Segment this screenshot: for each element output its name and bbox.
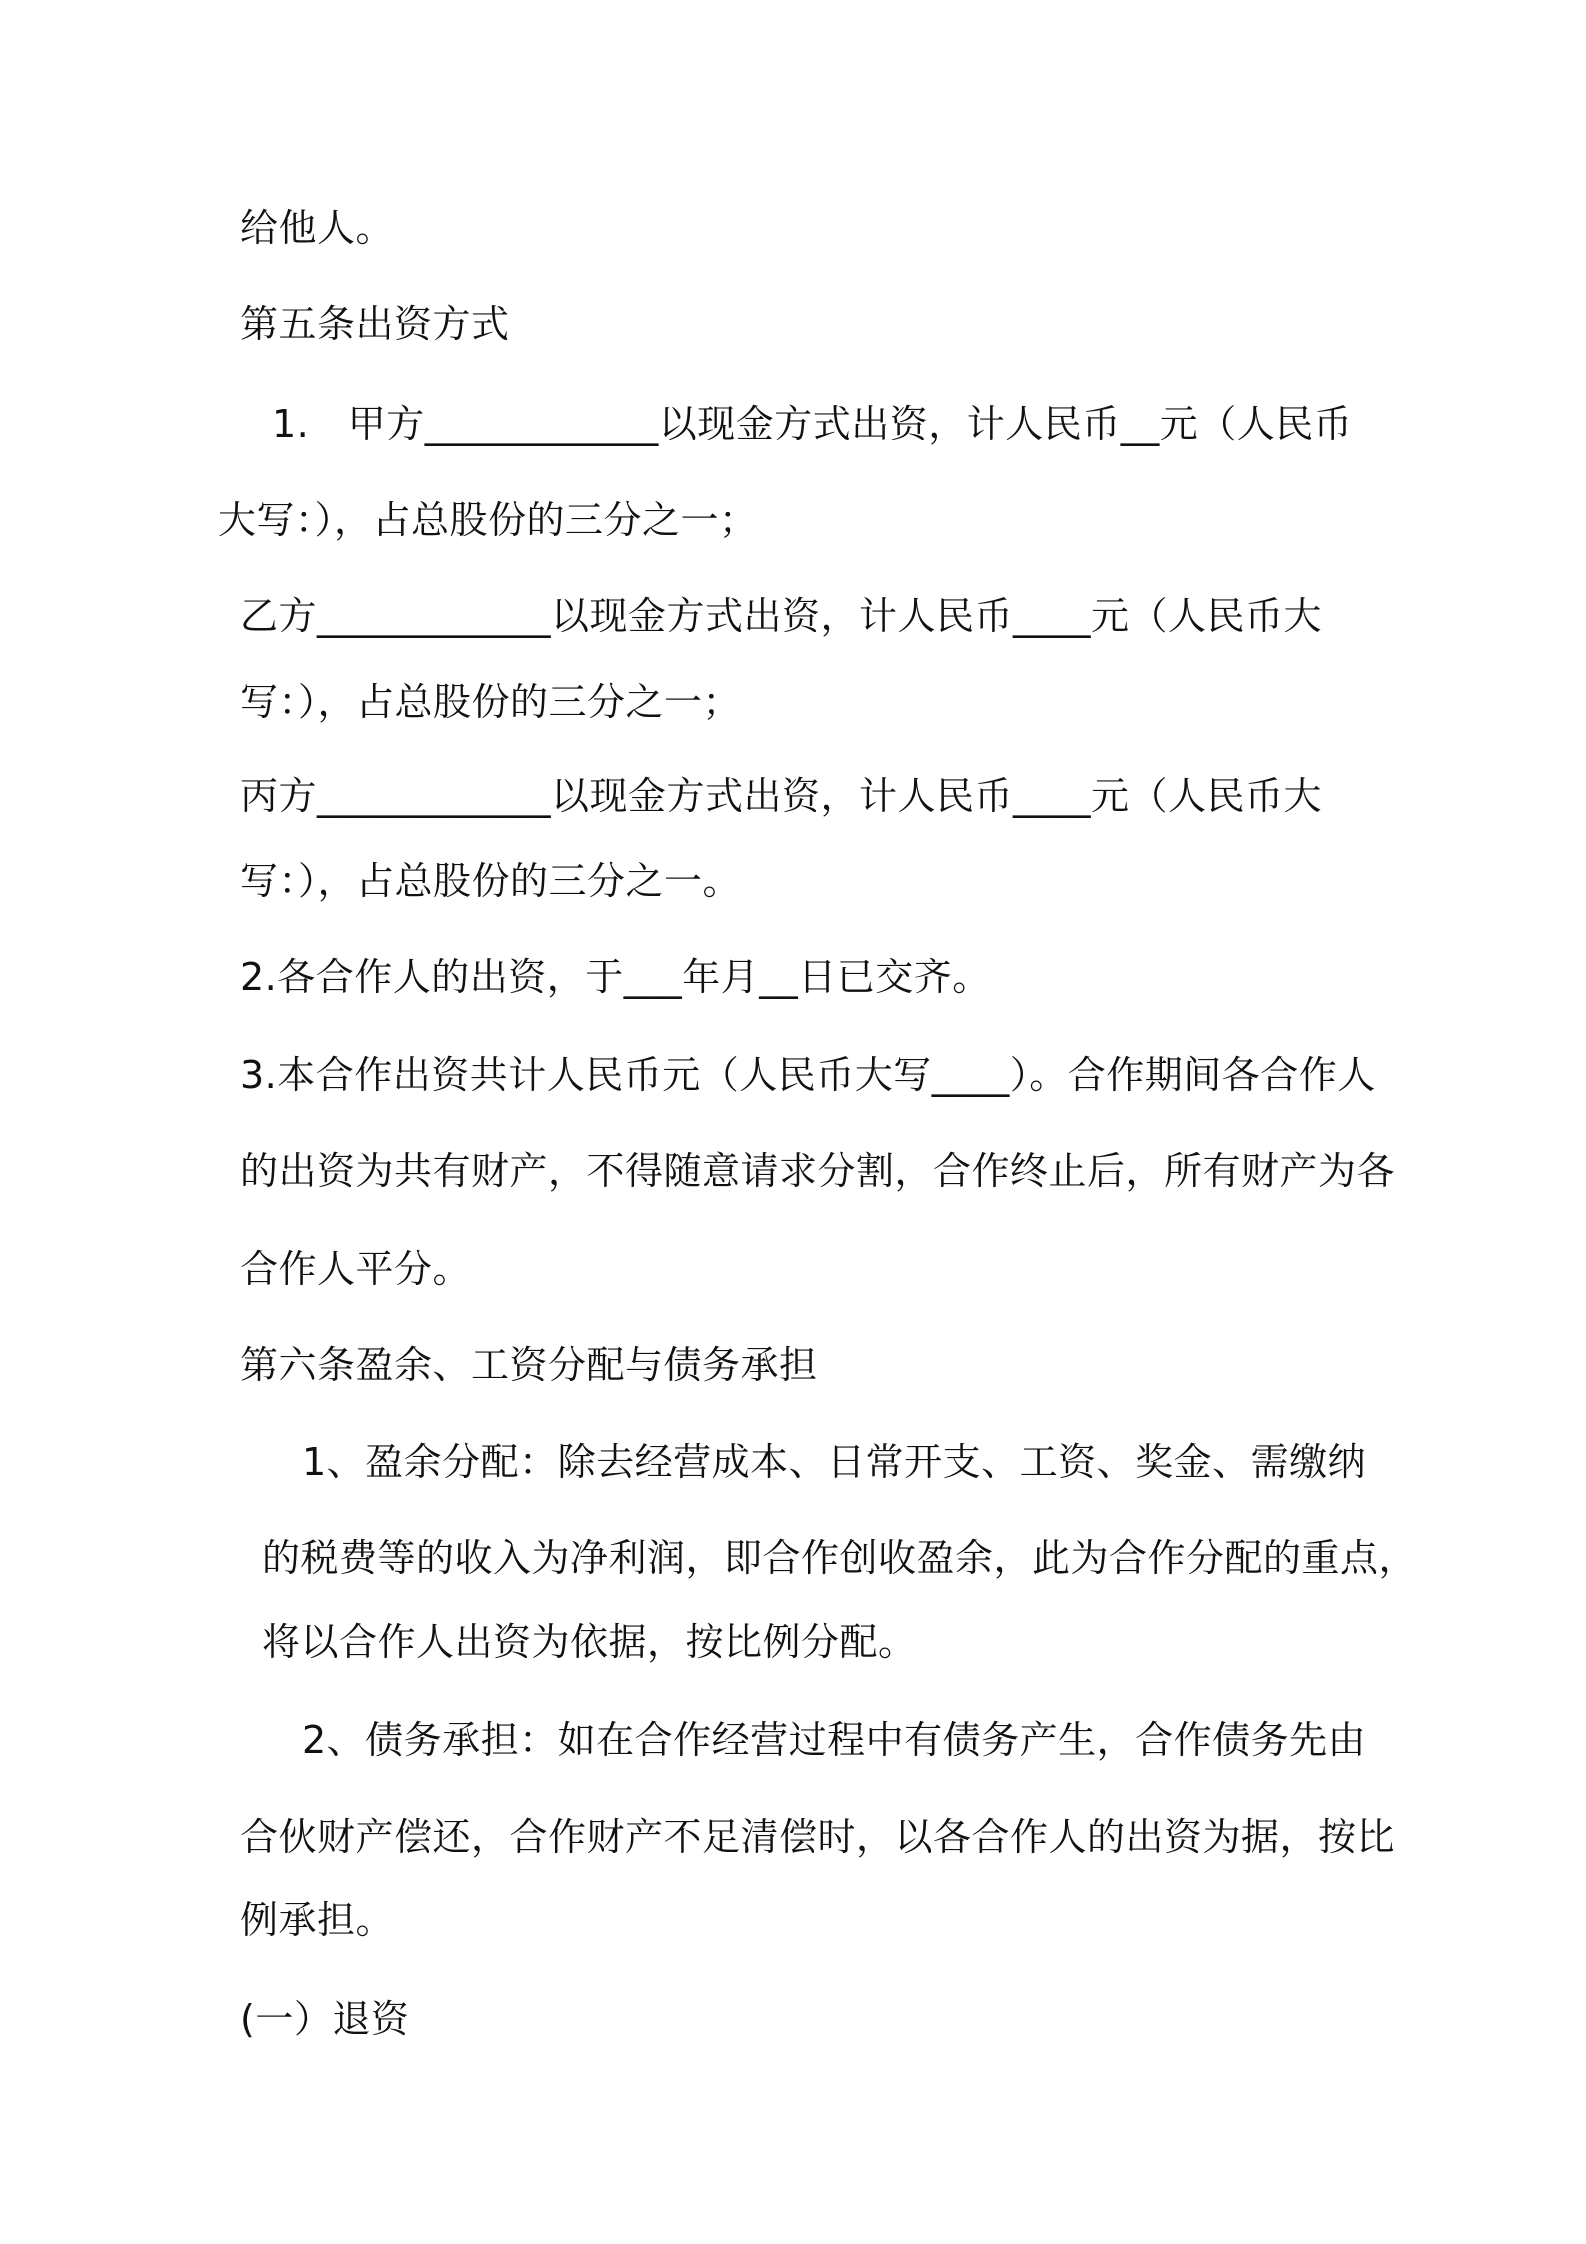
text-line: 大写：），占总股份的三分之一； <box>218 498 758 542</box>
text-line: 写：），占总股份的三分之一。 <box>240 859 742 903</box>
text-line: 丙方____________以现金方式出资，计人民币____元（人民币大 <box>240 774 1323 818</box>
text-line: 写：），占总股份的三分之一； <box>240 680 742 724</box>
text-line: 的出资为共有财产，不得随意请求分割，合作终止后，所有财产为各 <box>240 1149 1396 1193</box>
text-line: 乙方____________以现金方式出资，计人民币____元（人民币大 <box>240 594 1323 638</box>
text-line: 2.各合作人的出资，于___年月__日已交齐。 <box>240 955 991 999</box>
text-line: 的税费等的收入为净利润，即合作创收盈余，此为合作分配的重点， <box>262 1536 1418 1580</box>
text-line: 2、债务承担：如在合作经营过程中有债务产生，合作债务先由 <box>302 1718 1367 1762</box>
text-line: 1. 甲方____________以现金方式出资，计人民币__元（人民币 <box>272 402 1353 446</box>
text-line: 3.本合作出资共计人民币元（人民币大写____）。合作期间各合作人 <box>240 1053 1376 1097</box>
section-heading: (一）退资 <box>240 1997 410 2041</box>
text-line: 合伙财产偿还，合作财产不足清偿时，以各合作人的出资为据，按比 <box>240 1815 1396 1859</box>
text-line: 1、盈余分配：除去经营成本、日常开支、工资、奖金、需缴纳 <box>302 1440 1367 1484</box>
text-line: 合作人平分。 <box>240 1247 472 1291</box>
text-line: 给他人。 <box>240 206 395 250</box>
text-line: 例承担。 <box>240 1898 395 1942</box>
section-heading: 第五条出资方式 <box>240 302 510 346</box>
section-heading: 第六条盈余、工资分配与债务承担 <box>240 1343 818 1387</box>
text-line: 将以合作人出资为依据，按比例分配。 <box>262 1620 917 1664</box>
